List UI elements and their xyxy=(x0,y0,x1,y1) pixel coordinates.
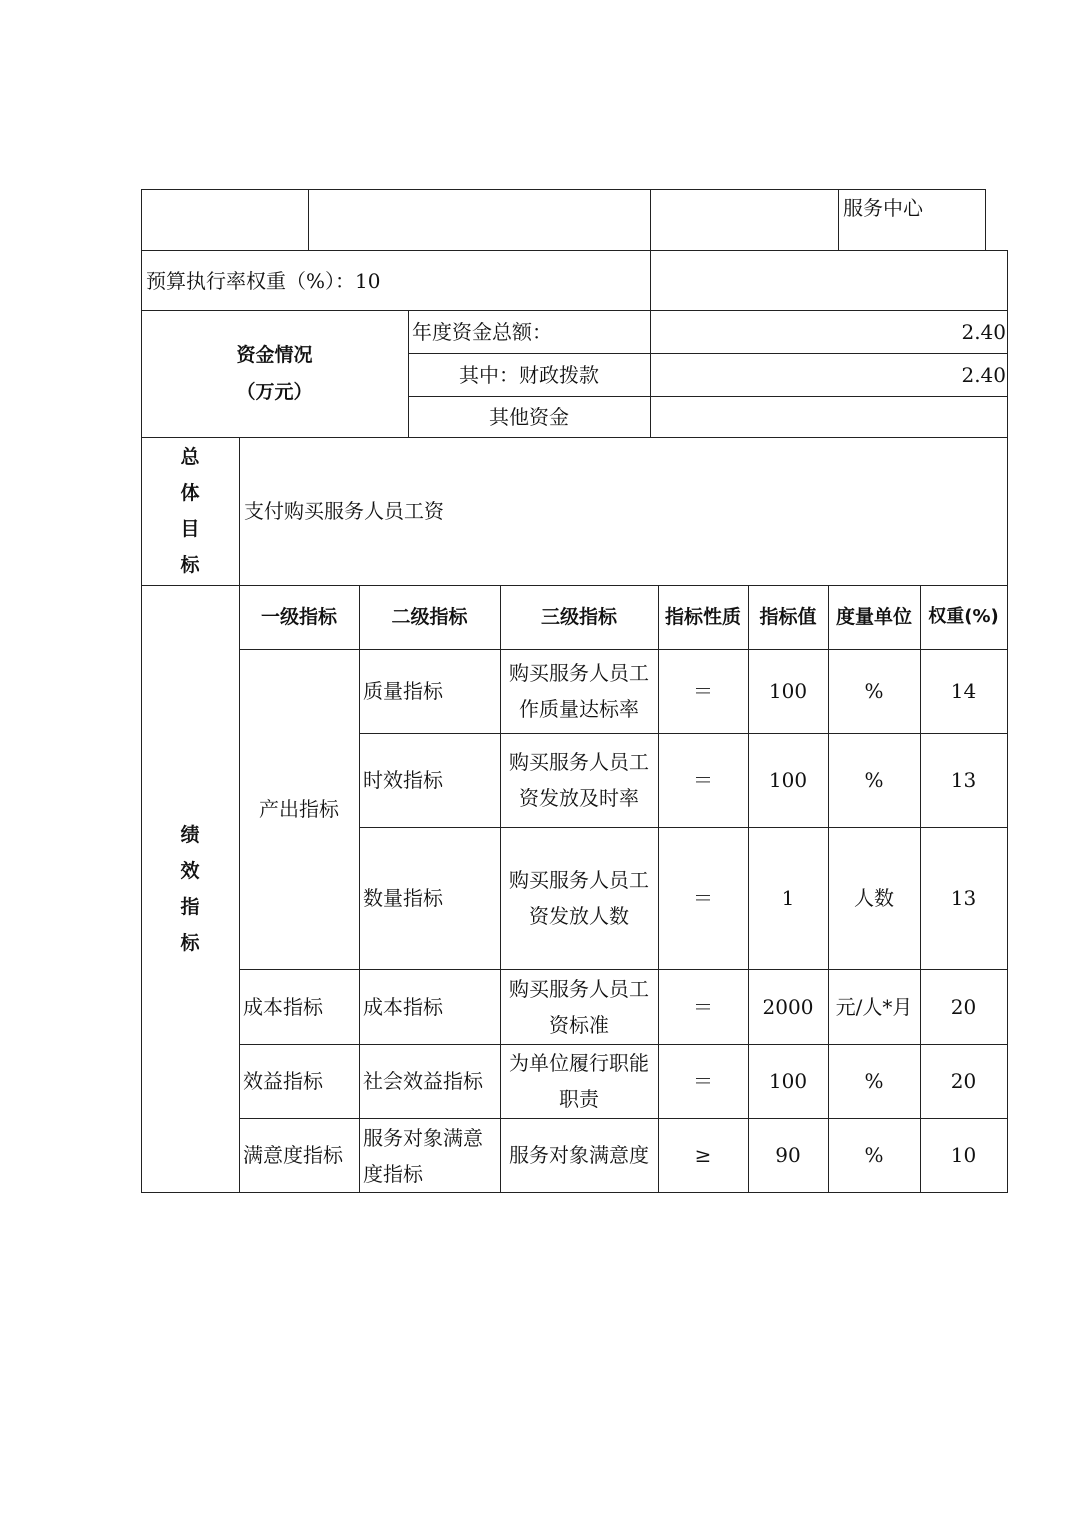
row1-level3-line2: 作质量达标率 xyxy=(519,697,639,721)
row4-level1: 成本指标 xyxy=(243,995,323,1019)
header-value: 指标值 xyxy=(759,606,817,628)
row2-value: 100 xyxy=(768,768,808,792)
row2-nature: ＝ xyxy=(693,768,713,792)
row4-level3-line2: 资标准 xyxy=(549,1013,609,1037)
row3-level3-line1: 购买服务人员工 xyxy=(509,868,649,892)
overall-goal-label: 总体目标 xyxy=(180,446,200,576)
annual-total-value: 2.40 xyxy=(961,320,1006,344)
row4-value: 2000 xyxy=(762,995,814,1019)
header-level3: 三级指标 xyxy=(540,606,617,628)
row2-level3-line2: 资发放及时率 xyxy=(519,786,639,810)
row6-level2-line1: 服务对象满意 xyxy=(363,1126,483,1150)
service-center-label: 服务中心 xyxy=(843,196,923,220)
header-weight: 权重(%) xyxy=(928,606,999,627)
row6-value: 90 xyxy=(775,1143,801,1167)
row1-level2: 质量指标 xyxy=(363,679,443,703)
row2-unit: % xyxy=(864,768,884,792)
annual-total-label: 年度资金总额： xyxy=(412,320,552,344)
fiscal-allocation-label: 其中：财政拨款 xyxy=(459,363,599,387)
row1-level3-line1: 购买服务人员工 xyxy=(509,661,649,685)
row6-level1: 满意度指标 xyxy=(243,1143,343,1167)
row2-level3-line1: 购买服务人员工 xyxy=(509,750,649,774)
row5-weight: 20 xyxy=(950,1069,977,1093)
row1-value: 100 xyxy=(768,679,808,703)
fiscal-allocation-value: 2.40 xyxy=(961,363,1006,387)
funds-label-line1: 资金情况 xyxy=(236,344,313,366)
row4-nature: ＝ xyxy=(693,995,713,1019)
row4-level3-line1: 购买服务人员工 xyxy=(509,977,649,1001)
row6-unit: % xyxy=(864,1143,884,1167)
row3-level3-line2: 资发放人数 xyxy=(529,904,629,928)
performance-label: 绩效指标 xyxy=(180,824,200,954)
header-level2: 二级指标 xyxy=(391,606,468,628)
row6-level3: 服务对象满意度 xyxy=(509,1143,649,1167)
row4-weight: 20 xyxy=(950,995,977,1019)
level1-output: 产出指标 xyxy=(259,797,339,821)
row3-weight: 13 xyxy=(950,886,977,910)
row1-nature: ＝ xyxy=(693,679,713,703)
row2-level2: 时效指标 xyxy=(363,768,443,792)
other-funds-label: 其他资金 xyxy=(489,405,569,429)
header-nature: 指标性质 xyxy=(664,606,741,628)
row4-unit: 元/人*月 xyxy=(835,995,913,1019)
row5-level3-line2: 职责 xyxy=(559,1087,599,1111)
row6-nature: ≥ xyxy=(694,1143,712,1167)
row5-unit: % xyxy=(864,1069,884,1093)
row1-weight: 14 xyxy=(950,679,977,703)
row5-value: 100 xyxy=(768,1069,808,1093)
row5-level1: 效益指标 xyxy=(243,1069,323,1093)
overall-goal-content: 支付购买服务人员工资 xyxy=(244,499,444,523)
row3-unit: 人数 xyxy=(854,886,894,910)
row3-level2: 数量指标 xyxy=(363,886,443,910)
row6-level2-line2: 度指标 xyxy=(363,1162,423,1186)
row3-nature: ＝ xyxy=(693,886,713,910)
row5-level2: 社会效益指标 xyxy=(363,1069,483,1093)
row5-nature: ＝ xyxy=(693,1069,713,1093)
header-level1: 一级指标 xyxy=(260,606,337,628)
budget-execution-weight: 预算执行率权重（%）：10 xyxy=(146,269,381,293)
row3-value: 1 xyxy=(781,886,795,910)
row6-weight: 10 xyxy=(950,1143,977,1167)
funds-label-line2: （万元） xyxy=(236,381,313,403)
row2-weight: 13 xyxy=(950,768,977,792)
row5-level3-line1: 为单位履行职能 xyxy=(509,1051,649,1075)
header-unit: 度量单位 xyxy=(835,606,912,628)
row4-level2: 成本指标 xyxy=(363,995,443,1019)
row1-unit: % xyxy=(864,679,884,703)
